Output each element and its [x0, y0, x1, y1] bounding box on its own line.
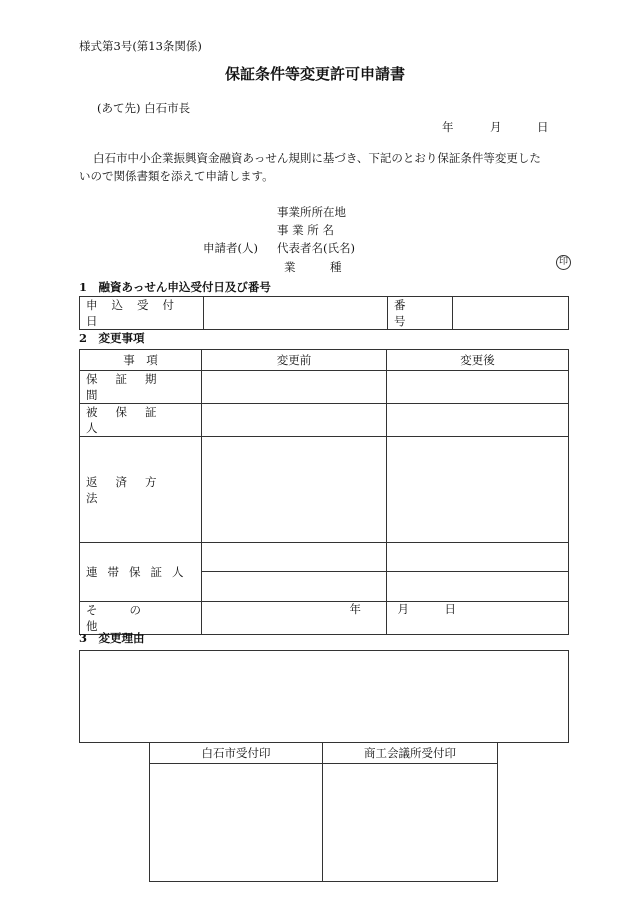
changes-table — [79, 349, 569, 635]
other-before[interactable] — [202, 602, 387, 635]
form-number: 様式第3号(第13条関係) — [79, 39, 202, 53]
seal-mark: 印 — [556, 255, 571, 270]
change-reason-box[interactable] — [79, 650, 569, 743]
representative-label: 代表者名(氏名) — [277, 241, 355, 255]
row-label: その他 — [86, 603, 173, 633]
number-field[interactable] — [453, 297, 569, 330]
row-repayment-method-label — [80, 437, 202, 543]
addressee: (あて先) 白石市長 — [97, 101, 191, 115]
intro-line-2: いので関係書類を添えて申請します。 — [79, 169, 274, 183]
receipt-month-label: 月 — [397, 601, 409, 616]
joint-guarantor-after-2[interactable] — [387, 572, 569, 602]
joint-guarantor-before-2[interactable] — [202, 572, 387, 602]
joint-guarantor-before-1[interactable] — [202, 543, 387, 572]
chamber-stamp-area — [323, 764, 498, 882]
row-label: 被保証人 — [86, 405, 175, 435]
header-before: 変更前 — [202, 350, 387, 371]
row-joint-guarantor-label — [80, 543, 202, 602]
receipt-year-label: 年 — [349, 601, 361, 616]
row-guarantee-period-label — [80, 371, 202, 404]
receipt-day-label: 日 — [444, 601, 456, 616]
section3-heading: 3 変更理由 — [79, 631, 145, 645]
row-other-label — [80, 602, 202, 635]
page-title: 保証条件等変更許可申請書 — [224, 65, 405, 83]
row-label: 連帯保証人 — [86, 565, 194, 579]
industry-label: 業 種 — [284, 260, 342, 274]
business-name-label: 事 業 所 名 — [277, 223, 334, 237]
date-month-label: 月 — [490, 120, 502, 134]
header-after: 変更後 — [387, 350, 569, 371]
applicant-label: 申請者(人) — [203, 241, 258, 255]
guarantee-period-after[interactable] — [387, 371, 569, 404]
section2-heading: 2 変更事項 — [79, 331, 145, 345]
receipt-date-text: 申込受付日 — [86, 298, 188, 328]
guaranteed-person-before[interactable] — [202, 404, 387, 437]
row-label: 返済方法 — [86, 474, 175, 505]
repayment-method-after[interactable] — [387, 437, 569, 543]
intro-line-1: 白石市中小企業振興資金融資あっせん規則に基づき、下記のとおり保証条件等変更した — [93, 151, 541, 165]
row-label: 保証期間 — [86, 372, 175, 402]
joint-guarantor-after-1[interactable] — [387, 543, 569, 572]
city-stamp-area — [150, 764, 323, 882]
row-guaranteed-person-label — [80, 404, 202, 437]
stamp-table — [149, 742, 498, 882]
repayment-method-before[interactable] — [202, 437, 387, 543]
date-year-label: 年 — [442, 120, 454, 134]
date-day-label: 日 — [537, 120, 549, 134]
receipt-date-label — [80, 297, 204, 330]
number-label-cell — [388, 297, 453, 330]
city-stamp-label: 白石市受付印 — [150, 743, 323, 764]
section1-heading: 1 融資あっせん申込受付日及び番号 — [79, 280, 271, 294]
chamber-stamp-label: 商工会議所受付印 — [323, 743, 498, 764]
other-after[interactable] — [387, 602, 569, 635]
header-item: 事 項 — [80, 350, 202, 371]
guaranteed-person-after[interactable] — [387, 404, 569, 437]
guarantee-period-before[interactable] — [202, 371, 387, 404]
number-label: 番号 — [394, 298, 428, 328]
business-address-label: 事業所所在地 — [277, 205, 346, 219]
